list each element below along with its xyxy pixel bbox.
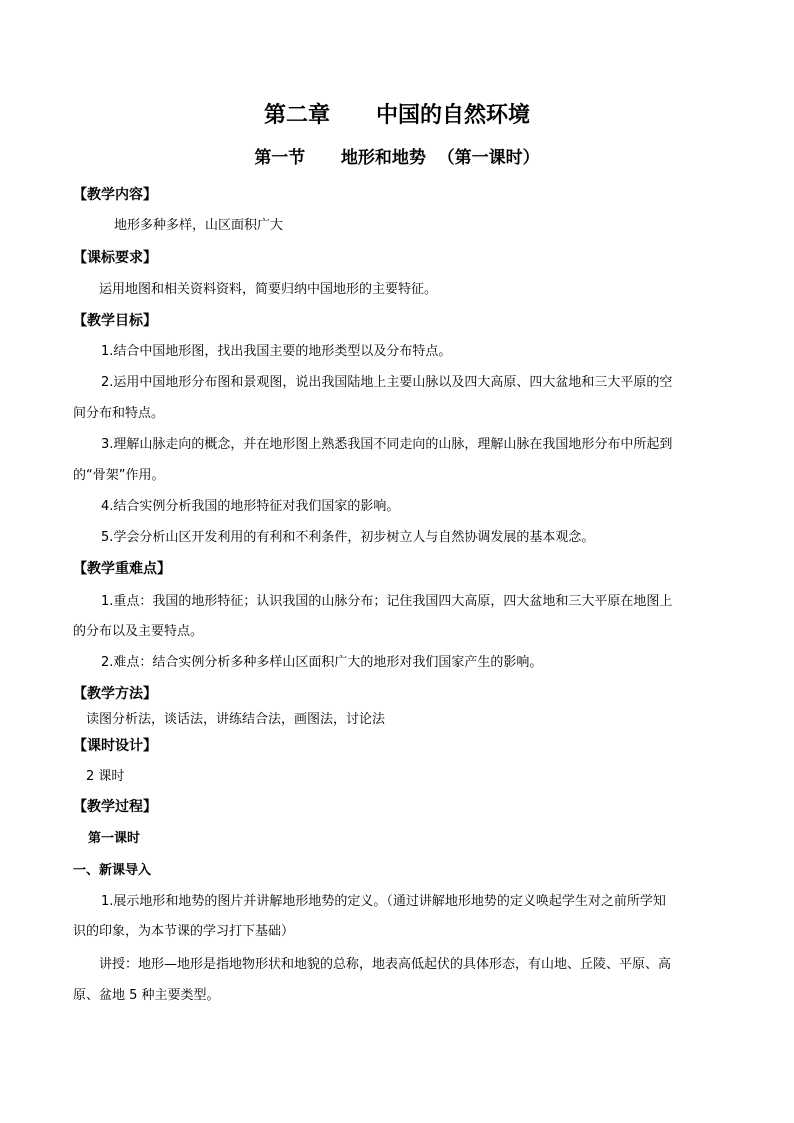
- process-para-1-line-2: 识的印象，为本节课的学习打下基础）: [73, 924, 295, 939]
- key-point-line-2: 的分布以及主要特点。: [73, 624, 204, 639]
- chapter-title: 第二章 中国的自然环境: [264, 103, 530, 128]
- teaching-process-heading: 【教学过程】: [73, 799, 157, 815]
- objective-item-1: 1.结合中国地形图，找出我国主要的地形类型以及分布特点。: [101, 344, 452, 359]
- objective-item-2-line-1: 2.运用中国地形分布图和景观图，说出我国陆地上主要山脉以及四大高原、四大盆地和三大平原的空: [101, 375, 673, 390]
- teaching-methods-heading: 【教学方法】: [73, 686, 157, 702]
- objective-item-5: 5.学会分析山区开发利用的有利和不利条件，初步树立人与自然协调发展的基本观念。: [101, 530, 595, 545]
- objective-item-4: 4.结合实例分析我国的地形特征对我们国家的影响。: [101, 499, 400, 514]
- curriculum-requirements-text: 运用地图和相关资料资料，简要归纳中国地形的主要特征。: [99, 282, 438, 297]
- objective-item-2-line-2: 间分布和特点。: [73, 406, 165, 421]
- part-1-heading: 一、新课导入: [73, 863, 152, 878]
- objective-item-3-line-2: 的“骨架”作用。: [73, 468, 165, 483]
- objective-item-3-line-1: 3.理解山脉走向的概念，并在地形图上熟悉我国不同走向的山脉，理解山脉在我国地形分布中所起到: [101, 437, 673, 452]
- key-difficult-points-heading: 【教学重难点】: [73, 561, 171, 577]
- class-hours-text: 2 课时: [86, 769, 125, 784]
- class-hours-heading: 【课时设计】: [73, 738, 157, 754]
- key-point-line-1: 1.重点：我国的地形特征；认识我国的山脉分布；记住我国四大高原，四大盆地和三大平原在地图上: [101, 594, 673, 609]
- process-para-2-line-1: 讲授：地形—地形是指地物形状和地貌的总称，地表高低起伏的具体形态，有山地、丘陵、平原、高: [99, 957, 672, 972]
- teaching-methods-text: 读图分析法，谈话法，讲练结合法，画图法，讨论法: [86, 712, 386, 727]
- teaching-objectives-heading: 【教学目标】: [73, 313, 157, 329]
- difficult-point: 2.难点：结合实例分析多种多样山区面积广大的地形对我们国家产生的影响。: [101, 655, 543, 670]
- curriculum-requirements-heading: 【课标要求】: [73, 250, 157, 266]
- process-para-2-line-2: 原、盆地 5 种主要类型。: [73, 988, 220, 1003]
- process-para-1-line-1: 1.展示地形和地势的图片并讲解地形地势的定义。（通过讲解地形地势的定义唤起学生对之前所学知: [101, 894, 666, 909]
- lesson-label: 第一课时: [88, 831, 141, 846]
- section-title: 第一节 地形和地势 （第一课时）: [254, 148, 540, 168]
- teaching-content-text: 地形多种多样，山区面积广大: [114, 218, 284, 233]
- teaching-content-heading: 【教学内容】: [73, 187, 157, 203]
